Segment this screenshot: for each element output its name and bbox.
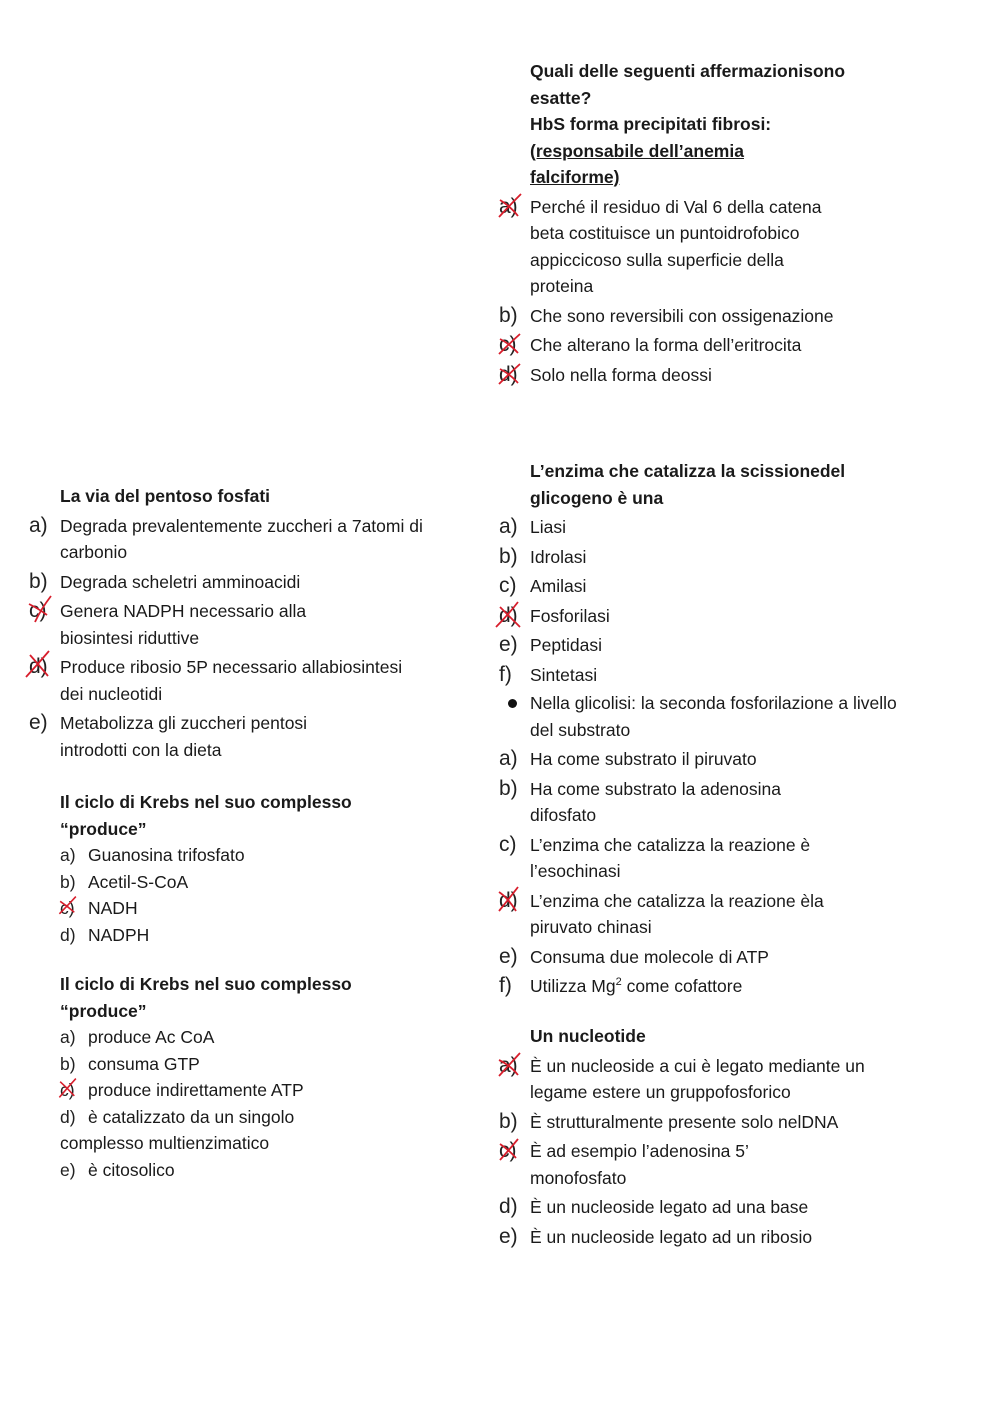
option-a[interactable]: a) Degrada prevalentemente zuccheri a 7atomi di carbonio xyxy=(29,513,423,562)
bullet-item: Nella glicolisi: la seconda fosforilazione a livello del substrato xyxy=(530,690,970,743)
question-pentose-phosphate xyxy=(29,483,480,763)
option-d[interactable]: d) Solo nella forma deossi xyxy=(530,362,970,389)
cross-mark-icon xyxy=(496,330,524,358)
option-label: b) xyxy=(60,1053,76,1074)
question-title: “produce” xyxy=(60,1000,147,1021)
option-c[interactable]: c) Amilasi xyxy=(499,574,587,597)
question-title: (responsabile dell’anemia xyxy=(530,140,744,161)
question-title: Quali delle seguenti affermazionisono xyxy=(530,61,846,81)
option-d[interactable]: d) È un nucleoside legato ad una base xyxy=(499,1195,809,1218)
option-label: c) xyxy=(60,1080,75,1100)
option-label: e) xyxy=(499,633,518,656)
option-label: b) xyxy=(29,569,48,593)
option-b[interactable]: b) Che sono reversibili con ossigenazione xyxy=(499,303,834,327)
option-b[interactable]: b) Idrolasi xyxy=(499,544,587,568)
option-label: d) xyxy=(499,1195,518,1218)
option-label: c) xyxy=(29,599,47,622)
option-label: c) xyxy=(499,1139,517,1162)
option-d[interactable]: NADPH d) xyxy=(60,922,480,949)
option-f[interactable]: f) Sintetasi xyxy=(499,662,598,686)
option-d[interactable]: d) Fosforilasi xyxy=(530,603,970,630)
option-e[interactable]: e) Consuma due molecole di ATP xyxy=(499,944,769,968)
option-c[interactable]: c) Che alterano la forma dell’eritrocita xyxy=(530,332,970,359)
question-title: Il ciclo di Krebs nel suo complesso xyxy=(60,974,352,994)
cross-mark-icon xyxy=(496,886,524,914)
question-title: Il ciclo di Krebs nel suo complesso xyxy=(60,792,352,812)
option-a[interactable]: Guanosina trifosfato a) xyxy=(60,842,480,869)
option-label: c) xyxy=(60,898,75,918)
option-label: f) xyxy=(499,974,512,997)
option-a[interactable]: a) Perché il residuo di Val 6 della catena beta costituisce un puntoidrofobico appiccicoso sulla superficie della proteina xyxy=(530,194,970,300)
option-label: d) xyxy=(499,603,518,627)
option-a[interactable]: produce Ac CoA a) xyxy=(60,1024,480,1051)
option-e[interactable]: e) Metabolizza gli zuccheri pentosi introdotti con la dieta xyxy=(29,711,308,760)
option-a[interactable]: a) È un nucleoside a cui è legato mediante un legame estere un gruppofosforico xyxy=(530,1053,970,1106)
option-c[interactable]: c) Genera NADPH necessario alla biosintesi riduttive xyxy=(60,598,480,651)
cross-mark-icon xyxy=(496,1136,524,1164)
question-glycolysis xyxy=(499,690,970,1000)
question-title: glicogeno è una xyxy=(530,487,664,508)
option-label: a) xyxy=(60,1027,76,1047)
question-nucleotide xyxy=(499,1023,970,1250)
option-label: d) xyxy=(29,655,48,678)
question-title: Un nucleotide xyxy=(530,1026,646,1046)
option-b[interactable]: consuma GTP b) xyxy=(60,1051,480,1078)
cross-mark-icon xyxy=(57,1077,79,1099)
cross-mark-icon xyxy=(496,360,524,388)
option-label: a) xyxy=(499,194,518,218)
question-title: La via del pentoso fosfati xyxy=(60,486,271,506)
option-label: c) xyxy=(499,333,517,356)
option-e[interactable]: e) È un nucleoside legato ad un ribosio xyxy=(499,1224,813,1248)
option-label: e) xyxy=(499,944,518,968)
option-f[interactable]: f) Utilizza Mg$^2$ come cofattore xyxy=(499,974,743,997)
question-title: “produce” xyxy=(60,818,147,839)
option-label: b) xyxy=(499,776,518,800)
option-c[interactable]: c) L’enzima che catalizza la reazione è l’esochinasi xyxy=(499,832,811,881)
option-e[interactable]: e) Peptidasi xyxy=(499,633,602,656)
option-label: b) xyxy=(499,303,518,327)
question-krebs-2 xyxy=(60,971,480,1183)
option-label: a) xyxy=(29,513,48,537)
question-title: HbS forma precipitati fibrosi: xyxy=(530,114,772,134)
cross-mark-icon xyxy=(57,895,79,917)
option-label: a) xyxy=(499,515,518,538)
question-hbs xyxy=(499,58,970,388)
option-b[interactable]: Acetil-S-CoA b) xyxy=(60,869,480,896)
option-d[interactable]: d) Produce ribosio 5P necessario allabiosintesi dei nucleotidi xyxy=(60,654,480,707)
option-b[interactable]: b) È strutturalmente presente solo nelDNA xyxy=(499,1109,839,1133)
bullet-icon xyxy=(508,699,517,708)
option-d[interactable]: d) L’enzima che catalizza la reazione èla piruvato chinasi xyxy=(530,888,970,941)
option-a[interactable]: a) Ha come substrato il piruvato xyxy=(499,747,757,770)
question-glycogen-enzyme xyxy=(499,458,970,688)
option-label: e) xyxy=(29,711,48,734)
option-label: d) xyxy=(499,888,518,912)
option-c[interactable]: c) È ad esempio l’adenosina 5’ monofosfato xyxy=(530,1138,970,1191)
option-b[interactable]: b) Ha come substrato la adenosina difosfato xyxy=(499,776,781,825)
option-label: d) xyxy=(60,1106,76,1127)
option-label: a) xyxy=(499,747,518,770)
question-krebs-1 xyxy=(60,789,480,948)
option-b[interactable]: b) Degrada scheletri amminoacidi xyxy=(29,569,301,593)
cross-mark-icon xyxy=(496,192,524,220)
option-label: d) xyxy=(60,924,76,945)
option-a[interactable]: a) Liasi xyxy=(499,515,566,538)
option-label: a) xyxy=(60,845,76,865)
option-label: c) xyxy=(499,832,517,856)
option-d-continuation: complesso multienzimatico xyxy=(60,1133,270,1153)
option-label: f) xyxy=(499,662,512,686)
cross-mark-icon xyxy=(496,1051,524,1079)
cross-mark-icon xyxy=(27,595,55,623)
question-title: falciforme) xyxy=(530,167,620,187)
option-label: a) xyxy=(499,1053,518,1077)
option-label: d) xyxy=(499,362,518,386)
option-label: b) xyxy=(499,544,518,568)
question-title: esatte? xyxy=(530,87,592,108)
option-c[interactable]: produce indirettamente ATP c) xyxy=(60,1077,480,1104)
cross-mark-icon xyxy=(24,650,52,678)
option-e[interactable]: è citosolico e) xyxy=(60,1157,480,1184)
question-title: L’enzima che catalizza la scissionedel xyxy=(530,461,846,481)
option-label: e) xyxy=(499,1224,518,1248)
option-label: c) xyxy=(499,574,517,597)
cross-mark-icon xyxy=(494,601,522,629)
option-d[interactable]: è catalizzato da un singolo d) xyxy=(60,1104,480,1131)
option-c[interactable]: NADH c) xyxy=(60,895,480,922)
option-label: b) xyxy=(60,871,76,892)
option-label: e) xyxy=(60,1159,76,1180)
option-label: b) xyxy=(499,1109,518,1133)
